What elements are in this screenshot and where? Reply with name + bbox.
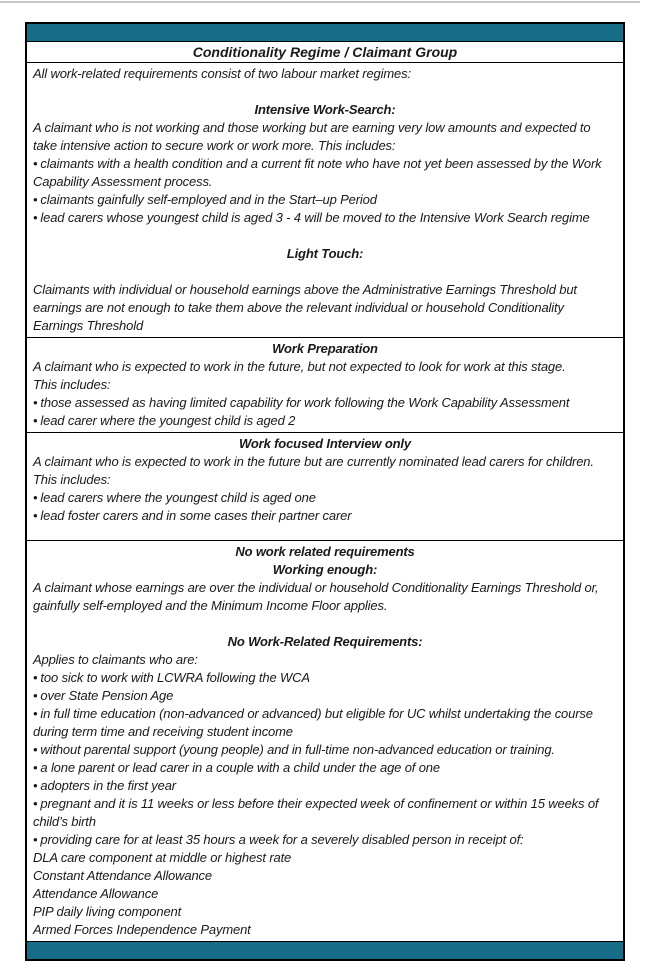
bullet-icon: • — [33, 760, 38, 775]
bullet-item: • pregnant and it is 11 weeks or less before their expected week of confinement or within 15 weeks of child’s birth — [33, 796, 599, 829]
paragraph: Attendance Allowance — [33, 886, 159, 901]
bullet-icon: • — [33, 688, 38, 703]
paragraph: A claimant who is expected to work in the future but are currently nominated lead carers for children. — [33, 454, 594, 469]
table-sections — [27, 63, 623, 941]
bullet-icon: • — [33, 670, 38, 685]
bullet-item: • claimants gainfully self-employed and in the Start–up Period — [33, 192, 377, 207]
bullet-item: • providing care for at least 35 hours a week for a severely disabled person in receipt of: — [33, 832, 524, 847]
blank-line — [33, 615, 617, 633]
bullet-item: • lead carer where the youngest child is aged 2 — [33, 413, 296, 428]
bullet-item: • lead foster carers and in some cases their partner carer — [33, 508, 352, 523]
bullet-icon: • — [33, 395, 38, 410]
accent-bar-top — [27, 24, 623, 42]
section-work-focused-interview-only — [27, 433, 623, 541]
paragraph: Claimants with individual or household earnings above the Administrative Earnings Threshold but earnings are not enough to take them above the relevant individual or household Conditionality Earnings Threshold — [33, 282, 577, 333]
table-title: Conditionality Regime / Claimant Group — [27, 42, 623, 63]
bullet-icon: • — [33, 832, 38, 847]
bullet-icon: • — [33, 706, 38, 721]
conditionality-table — [25, 22, 625, 961]
section-heading: No Work-Related Requirements: — [227, 634, 423, 649]
paragraph: A claimant who is not working and those working but are earning very low amounts and expected to take intensive action to secure work or work more. This includes: — [33, 120, 591, 153]
paragraph: This includes: — [33, 472, 111, 487]
section-heading: No work related requirements — [235, 544, 415, 559]
paragraph: Applies to claimants who are: — [33, 652, 198, 667]
bullet-icon: • — [33, 156, 38, 171]
bullet-icon: • — [33, 192, 38, 207]
bullet-icon: • — [33, 796, 38, 811]
bullet-icon: • — [33, 778, 38, 793]
section-work-preparation — [27, 338, 623, 433]
paragraph: A claimant whose earnings are over the individual or household Conditionality Earnings Threshold or, gainfully self-employed and the Minimum Income Floor applies. — [33, 580, 599, 613]
bullet-item: • over State Pension Age — [33, 688, 174, 703]
bullet-item: • without parental support (young people) and in full-time non-advanced education or training. — [33, 742, 555, 757]
bullet-item: • claimants with a health condition and a current fit note who have not yet been assessed by the Work Capability Assessment process. — [33, 156, 602, 189]
bullet-item: • lead carers whose youngest child is aged 3 - 4 will be moved to the Intensive Work Search regime — [33, 210, 590, 225]
section-heading: Light Touch: — [286, 246, 364, 261]
bullet-icon: • — [33, 490, 38, 505]
section-no-work-related-requirements — [27, 541, 623, 941]
bullet-icon: • — [33, 742, 38, 757]
bullet-item: • too sick to work with LCWRA following the WCA — [33, 670, 310, 685]
section-heading: Intensive Work-Search: — [254, 102, 396, 117]
paragraph: PIP daily living component — [33, 904, 182, 919]
paragraph: All work-related requirements consist of two labour market regimes: — [33, 66, 411, 81]
section-intensive-work-search-and-light-touch — [27, 63, 623, 338]
bullet-item: • those assessed as having limited capability for work following the Work Capability Assessment — [33, 395, 570, 410]
paragraph: DLA care component at middle or highest rate — [33, 850, 292, 865]
accent-bar-bottom — [27, 941, 623, 959]
paragraph: Constant Attendance Allowance — [33, 868, 212, 883]
paragraph: This includes: — [33, 377, 111, 392]
section-heading: Work Preparation — [272, 341, 378, 356]
bullet-item: • lead carers where the youngest child is aged one — [33, 490, 316, 505]
blank-line — [33, 83, 617, 101]
bullet-icon: • — [33, 413, 38, 428]
bullet-item: • a lone parent or lead carer in a couple with a child under the age of one — [33, 760, 440, 775]
bullet-item: • in full time education (non-advanced or advanced) but eligible for UC whilst undertaking the course during term time and receiving student income — [33, 706, 593, 739]
blank-line — [33, 227, 617, 245]
bullet-icon: • — [33, 210, 38, 225]
bullet-item: • adopters in the first year — [33, 778, 176, 793]
paragraph: Armed Forces Independence Payment — [33, 922, 251, 937]
page-edge-line — [0, 1, 640, 3]
paragraph: A claimant who is expected to work in the future, but not expected to look for work at this stage. — [33, 359, 566, 374]
section-heading: Working enough: — [272, 562, 378, 577]
section-heading: Work focused Interview only — [239, 436, 411, 451]
blank-line — [33, 263, 617, 281]
bullet-icon: • — [33, 508, 38, 523]
